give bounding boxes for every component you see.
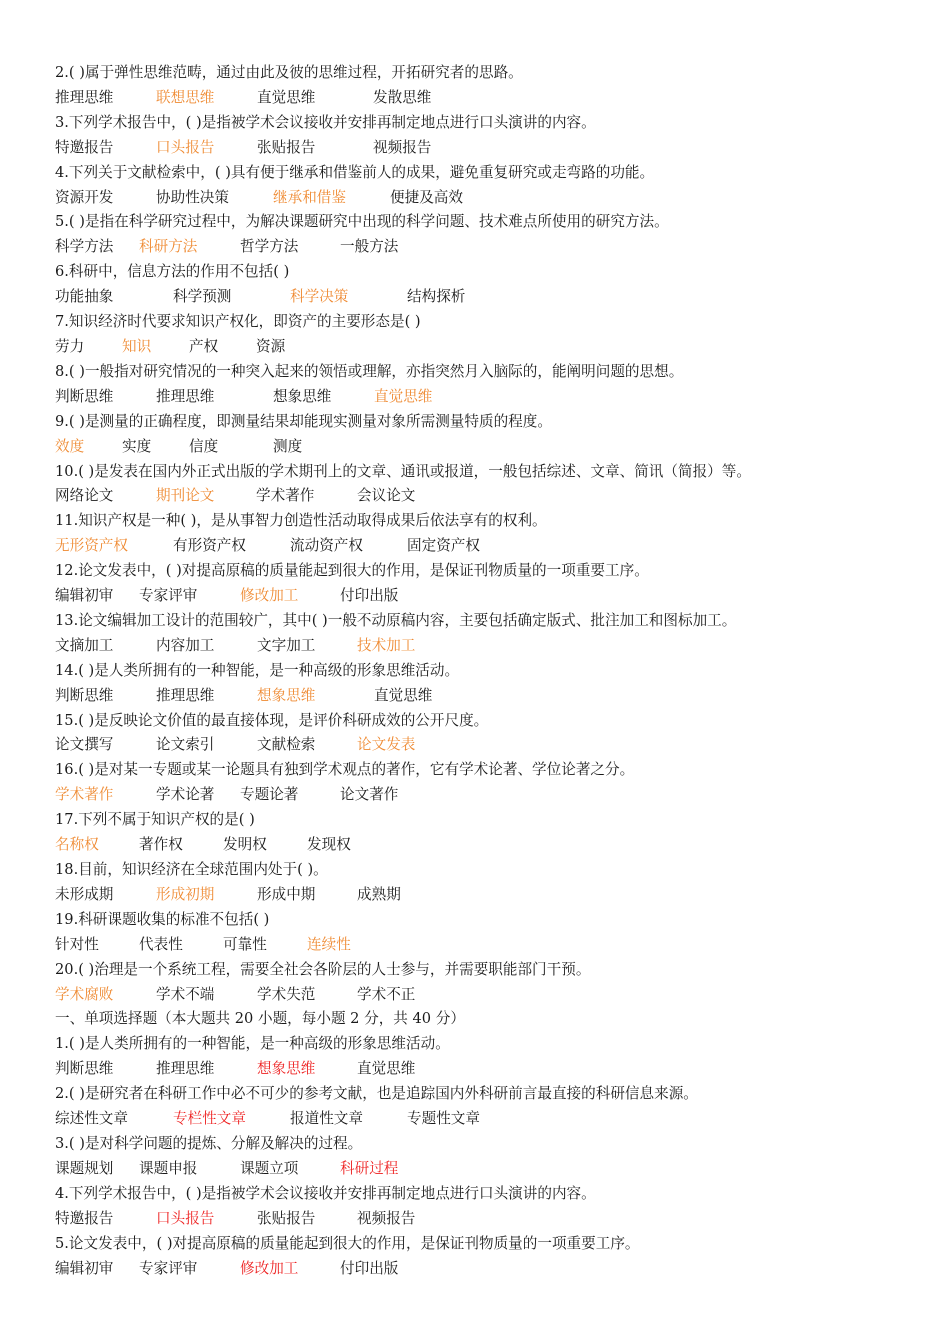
question-text: 19.科研课题收集的标准不包括( ) — [55, 910, 270, 928]
question-text: 4.下列关于文献检索中，( )具有便于继承和借鉴前人的成果，避免重复研究或走弯路的功能。 — [55, 163, 655, 181]
question-text: 11.知识产权是一种( )，是从事智力创造性活动取得成果后依法享有的权利。 — [55, 512, 547, 530]
answer-option: 发明权 — [223, 836, 267, 854]
question-text: 5.( )是指在科学研究过程中，为解决课题研究中出现的科学问题、技术难点所使用的研究方法。 — [55, 213, 669, 231]
correct-answer-option: 论文发表 — [357, 736, 416, 754]
answer-option: 固定资产权 — [407, 537, 480, 555]
answer-option: 特邀报告 — [55, 138, 114, 156]
option-row — [55, 1207, 895, 1232]
option-row — [55, 484, 895, 509]
answer-option: 专题性文章 — [407, 1110, 480, 1128]
answer-option: 功能抽象 — [55, 288, 114, 306]
answer-option: 付印出版 — [340, 587, 399, 605]
correct-answer-option: 直觉思维 — [374, 387, 433, 405]
question-text: 14.( )是人类所拥有的一种智能，是一种高级的形象思维活动。 — [55, 661, 460, 679]
answer-option: 资源 — [256, 337, 286, 355]
answer-option: 科学方法 — [55, 238, 114, 256]
answer-option: 成熟期 — [357, 885, 401, 903]
answer-option: 哲学方法 — [240, 238, 299, 256]
option-row — [55, 435, 895, 460]
answer-option: 专家评审 — [139, 1259, 198, 1277]
option-row — [55, 86, 895, 111]
answer-option: 发现权 — [307, 836, 351, 854]
question-text: 9.( )是测量的正确程度，即测量结果却能现实测量对象所需测量特质的程度。 — [55, 412, 552, 430]
answer-option: 综述性文章 — [55, 1110, 128, 1128]
answer-option: 专家评审 — [139, 587, 198, 605]
answer-option: 学术论著 — [156, 786, 215, 804]
correct-answer-option: 无形资产权 — [55, 537, 128, 555]
option-row — [55, 983, 895, 1008]
option-row — [55, 136, 895, 161]
answer-option: 直觉思维 — [374, 686, 433, 704]
correct-answer-option: 连续性 — [307, 935, 351, 953]
correct-answer-option: 效度 — [55, 437, 85, 455]
answer-option: 推理思维 — [156, 686, 215, 704]
option-row — [55, 733, 895, 758]
answer-option: 未形成期 — [55, 885, 114, 903]
option-row — [55, 883, 895, 908]
option-row — [55, 385, 895, 410]
answer-option: 学术著作 — [256, 487, 315, 505]
answer-option: 张贴报告 — [257, 138, 316, 156]
option-row — [55, 534, 895, 559]
answer-option: 信度 — [189, 437, 219, 455]
option-row — [55, 1107, 895, 1132]
correct-answer-option: 技术加工 — [357, 636, 416, 654]
option-row — [55, 1257, 895, 1282]
question-text: 13.论文编辑加工设计的范围较广，其中( )一般不动原稿内容，主要包括确定版式、批注加工和图标加工。 — [55, 611, 737, 629]
question-text: 3.下列学术报告中，( )是指被学术会议接收并安排再制定地点进行口头演讲的内容。 — [55, 113, 596, 131]
question-text: 10.( )是发表在国内外正式出版的学术期刊上的文章、通讯或报道，一般包括综述、文章、简讯（简报）等。 — [55, 462, 751, 480]
option-row — [55, 335, 895, 360]
question-text: 8.( )一般指对研究情况的一种突入起来的领悟或理解，亦指突然月入脑际的，能阐明问题的思想。 — [55, 362, 684, 380]
answer-option: 学术不正 — [357, 985, 416, 1003]
question-text: 12.论文发表中，( )对提高原稿的质量能起到很大的作用，是保证刊物质量的一项重要工序。 — [55, 562, 649, 580]
answer-option: 编辑初审 — [55, 1259, 114, 1277]
answer-option: 视频报告 — [357, 1209, 416, 1227]
answer-option: 直觉思维 — [357, 1060, 416, 1078]
option-row — [55, 235, 895, 260]
answer-option: 想象思维 — [273, 387, 332, 405]
answer-option: 一般方法 — [340, 238, 399, 256]
option-row — [55, 584, 895, 609]
section-heading: 一、单项选择题（本大题共 20 小题，每小题 2 分，共 40 分） — [55, 1010, 465, 1028]
question-text: 18.目前，知识经济在全球范围内处于( )。 — [55, 861, 328, 878]
answer-option: 付印出版 — [340, 1259, 399, 1277]
answer-option: 课题立项 — [240, 1159, 299, 1177]
correct-answer-option: 科学决策 — [290, 288, 349, 306]
question-text: 6.科研中，信息方法的作用不包括( ) — [55, 263, 290, 281]
correct-answer-option: 科研方法 — [139, 238, 198, 256]
answer-option: 劳力 — [55, 337, 85, 355]
answer-option: 形成中期 — [257, 885, 316, 903]
question-text: 16.( )是对某一专题或某一论题具有独到学术观点的著作，它有学术论著、学位论著之分。 — [55, 761, 635, 779]
answer-option: 张贴报告 — [257, 1209, 316, 1227]
answer-option: 论文撰写 — [55, 736, 114, 754]
correct-answer-option: 联想思维 — [156, 88, 215, 106]
correct-answer-option: 专栏性文章 — [173, 1110, 246, 1128]
answer-option: 发散思维 — [373, 88, 432, 106]
question-text: 2.( )属于弹性思维范畴，通过由此及彼的思维过程，开拓研究者的思路。 — [55, 64, 523, 81]
answer-option: 课题规划 — [55, 1159, 114, 1177]
question-text: 15.( )是反映论文价值的最直接体现，是评价科研成效的公开尺度。 — [55, 711, 489, 729]
answer-option: 推理思维 — [55, 88, 114, 106]
answer-option: 实度 — [122, 437, 152, 455]
answer-option: 有形资产权 — [173, 537, 246, 555]
option-row — [55, 783, 895, 808]
correct-answer-option: 形成初期 — [156, 885, 215, 903]
question-text: 17.下列不属于知识产权的是( ) — [55, 811, 255, 829]
answer-option: 针对性 — [55, 935, 99, 953]
correct-answer-option: 学术腐败 — [55, 985, 114, 1003]
correct-answer-option: 继承和借鉴 — [273, 188, 346, 206]
question-text: 5.论文发表中，( )对提高原稿的质量能起到很大的作用，是保证刊物质量的一项重要工序。 — [55, 1234, 640, 1252]
answer-option: 科学预测 — [173, 288, 232, 306]
correct-answer-option: 想象思维 — [257, 1060, 316, 1078]
answer-option: 编辑初审 — [55, 587, 114, 605]
answer-option: 报道性文章 — [290, 1110, 363, 1128]
answer-option: 文字加工 — [257, 636, 316, 654]
question-text: 7.知识经济时代要求知识产权化，即资产的主要形态是( ) — [55, 313, 421, 331]
answer-option: 文献检索 — [257, 736, 316, 754]
question-text: 3.( )是对科学问题的提炼、分解及解决的过程。 — [55, 1134, 363, 1152]
answer-option: 论文索引 — [156, 736, 215, 754]
answer-option: 特邀报告 — [55, 1209, 114, 1227]
correct-answer-option: 口头报告 — [156, 1209, 215, 1227]
answer-option: 产权 — [189, 337, 219, 355]
answer-option: 内容加工 — [156, 636, 215, 654]
answer-option: 学术不端 — [156, 985, 215, 1003]
option-row — [55, 634, 895, 659]
answer-option: 判断思维 — [55, 387, 114, 405]
answer-option: 便捷及高效 — [390, 188, 463, 206]
answer-option: 可靠性 — [223, 935, 267, 953]
answer-option: 资源开发 — [55, 188, 114, 206]
correct-answer-option: 知识 — [122, 337, 152, 355]
answer-option: 论文著作 — [340, 786, 399, 804]
answer-option: 文摘加工 — [55, 636, 114, 654]
correct-answer-option: 名称权 — [55, 836, 99, 854]
answer-option: 推理思维 — [156, 1060, 215, 1078]
correct-answer-option: 想象思维 — [257, 686, 316, 704]
answer-option: 直觉思维 — [257, 88, 316, 106]
answer-option: 流动资产权 — [290, 537, 363, 555]
question-text: 20.( )治理是一个系统工程，需要全社会各阶层的人士参与，并需要职能部门干预。 — [55, 960, 591, 978]
answer-option: 代表性 — [139, 935, 183, 953]
answer-option: 推理思维 — [156, 387, 215, 405]
answer-option: 学术失范 — [257, 985, 316, 1003]
question-text: 2.( )是研究者在科研工作中必不可少的参考文献，也是追踪国内外科研前言最直接的科研信息来源。 — [55, 1085, 698, 1103]
answer-option: 测度 — [273, 437, 303, 455]
option-row — [55, 1157, 895, 1182]
answer-option: 判断思维 — [55, 1060, 114, 1078]
option-row — [55, 1057, 895, 1082]
option-row — [55, 684, 895, 709]
correct-answer-option: 学术著作 — [55, 786, 114, 804]
option-row — [55, 186, 895, 211]
option-row — [55, 933, 895, 958]
option-row — [55, 285, 895, 310]
question-text: 4.下列学术报告中，( )是指被学术会议接收并安排再制定地点进行口头演讲的内容。 — [55, 1184, 596, 1202]
answer-option: 专题论著 — [240, 786, 299, 804]
option-row — [55, 833, 895, 858]
correct-answer-option: 科研过程 — [340, 1159, 399, 1177]
question-text: 1.( )是人类所拥有的一种智能，是一种高级的形象思维活动。 — [55, 1035, 450, 1053]
answer-option: 课题申报 — [139, 1159, 198, 1177]
answer-option: 著作权 — [139, 836, 183, 854]
answer-option: 判断思维 — [55, 686, 114, 704]
correct-answer-option: 口头报告 — [156, 138, 215, 156]
correct-answer-option: 期刊论文 — [156, 487, 215, 505]
correct-answer-option: 修改加工 — [240, 587, 299, 605]
answer-option: 协助性决策 — [156, 188, 229, 206]
answer-option: 网络论文 — [55, 487, 114, 505]
answer-option: 视频报告 — [373, 138, 432, 156]
answer-option: 会议论文 — [357, 487, 416, 505]
correct-answer-option: 修改加工 — [240, 1259, 299, 1277]
answer-option: 结构探析 — [407, 288, 466, 306]
question-list — [55, 61, 895, 1281]
